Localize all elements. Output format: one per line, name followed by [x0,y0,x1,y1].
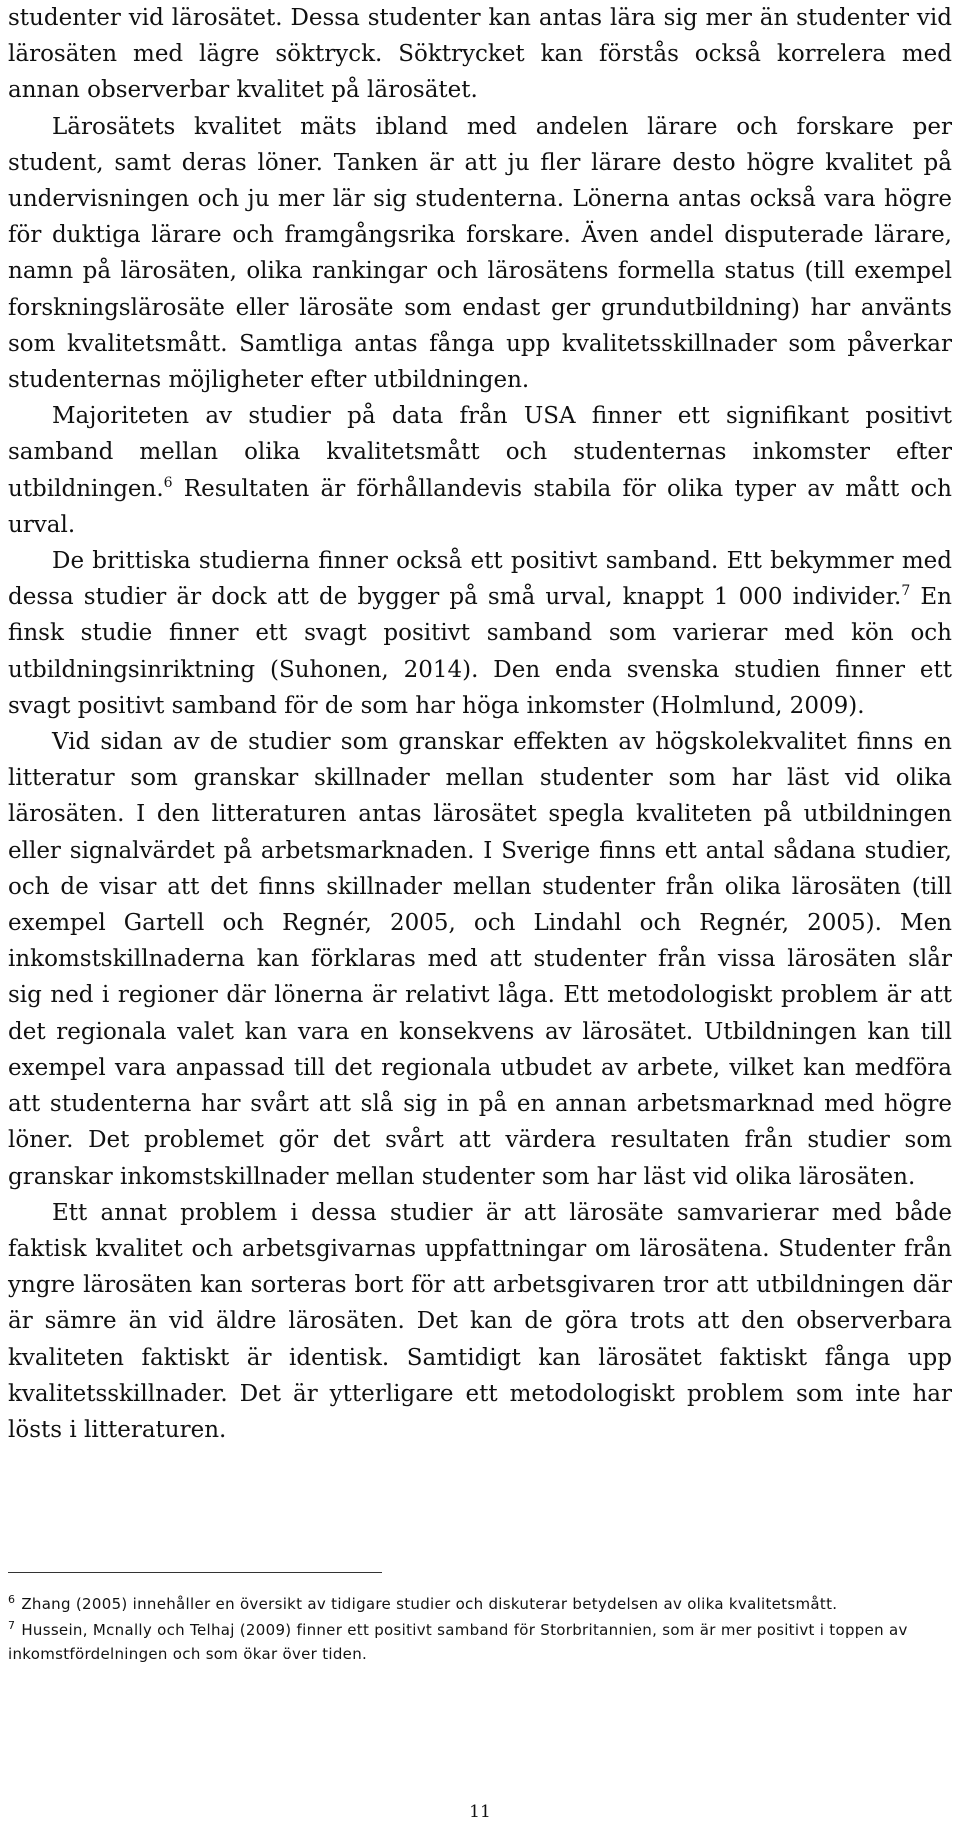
footnote-mark: 7 [8,1619,16,1632]
footnote-reference-6[interactable]: 6 [163,474,173,491]
footnote-7 [8,1618,952,1666]
footnote-text: Hussein, Mcnally och Telhaj (2009) finner ett positivt samband för Storbritannien, som är mer positivt i toppen av inkomstfördelningen och som ökar över tiden. [8,1621,908,1663]
footnote-divider [8,1572,382,1573]
paragraph-continuation: studenter vid lärosätet. Dessa studenter kan antas lära sig mer än studenter vid lärosäten med lägre söktryck. Söktrycket kan förstås också korrelera med annan observerbar kvalitet på lärosätet. [8,5,952,104]
paragraph-british-studies [8,543,952,724]
footnote-mark: 6 [8,1593,16,1606]
footnote-text: Zhang (2005) innehåller en översikt av tidigare studier och diskuterar betydelsen av olika kvalitetsmått. [21,1595,838,1613]
footnote-6 [8,1592,952,1616]
paragraph-usa-studies-text-cont: Resultaten är förhållandevis stabila för olika typer av mått och urval. [8,475,952,538]
footnotes [8,1592,952,1668]
body-text [8,0,952,1448]
paragraph-usa-studies-text: Majoriteten av studier på data från USA finner ett signifikant positivt samband mellan olika kvalitetsmått och studenternas inkomster efter utbildningen. [8,403,952,502]
paragraph-usa-studies [8,398,952,543]
paragraph-institution-differences: Vid sidan av de studier som granskar effekten av högskolekvalitet finns en litteratur som granskar skillnader mellan studenter som har läst vid olika lärosäten. I den litteraturen antas lärosätet spegla kvaliteten på utbildningen eller signalvärdet på arbetsmarknaden. I Sverige finns ett antal sådana studier, och de visar att det finns skillnader mellan studenter från olika lärosäten (till exempel Gartell och Regnér, 2005, och Lindahl och Regnér, 2005). Men inkomstskillnaderna kan förklaras med att studenter från vissa lärosäten slår sig ned i regioner där lönerna är relativt låga. Ett metodologiskt problem är att det regionala valet kan vara en konsekvens av lärosätet. Utbildningen kan till exempel vara anpassad till det regionala utbudet av arbete, vilket kan medföra att studenterna har svårt att slå sig in på en annan arbetsmarknad med högre löner. Det problemet gör det svårt att värdera resultaten från studier som granskar inkomstskillnader mellan studenter som har läst vid olika lärosäten. [8,729,952,1190]
paragraph-quality-measures: Lärosätets kvalitet mäts ibland med andelen lärare och forskare per student, samt deras löner. Tanken är att ju fler lärare desto högre kvalitet på undervisningen och ju mer lär sig studenterna. Lönerna antas också vara högre för duktiga lärare och framgångsrika forskare. Även andel disputerade lärare, namn på lärosäten, olika rankingar och lärosätens formella status (till exempel forskningslärosäte eller lärosäte som endast ger grundutbildning) har använts som kvalitetsmått. Samtliga antas fånga upp kvalitetsskillnader som påverkar studenternas möjligheter efter utbildningen. [8,113,952,394]
paragraph-british-studies-text: De brittiska studierna finner också ett positivt samband. Ett bekymmer med dessa studier är dock att de bygger på små urval, knappt 1 000 individer. [8,548,952,611]
footnote-reference-7[interactable]: 7 [901,583,911,600]
paragraph-methodological-problem: Ett annat problem i dessa studier är att lärosäte samvarierar med både faktisk kvalitet och arbetsgivarnas uppfattningar om lärosätena. Studenter från yngre lärosäten kan sorteras bort för att arbetsgivaren tror att utbildningen där är sämre än vid äldre lärosäten. Det kan de göra trots att den observerbara kvaliteten faktiskt är identisk. Samtidigt kan lärosätet faktiskt fånga upp kvalitetsskillnader. Det är ytterligare ett metodologiskt problem som inte har lösts i litteraturen. [8,1199,952,1443]
page-number: 11 [469,1802,491,1822]
paragraph-british-studies-text-cont: En finsk studie finner ett svagt positivt samband som varierar med kön och utbildningsinriktning (Suhonen, 2014). Den enda svenska studien finner ett svagt positivt samband för de som har höga inkomster (Holmlund, 2009). [8,584,952,719]
